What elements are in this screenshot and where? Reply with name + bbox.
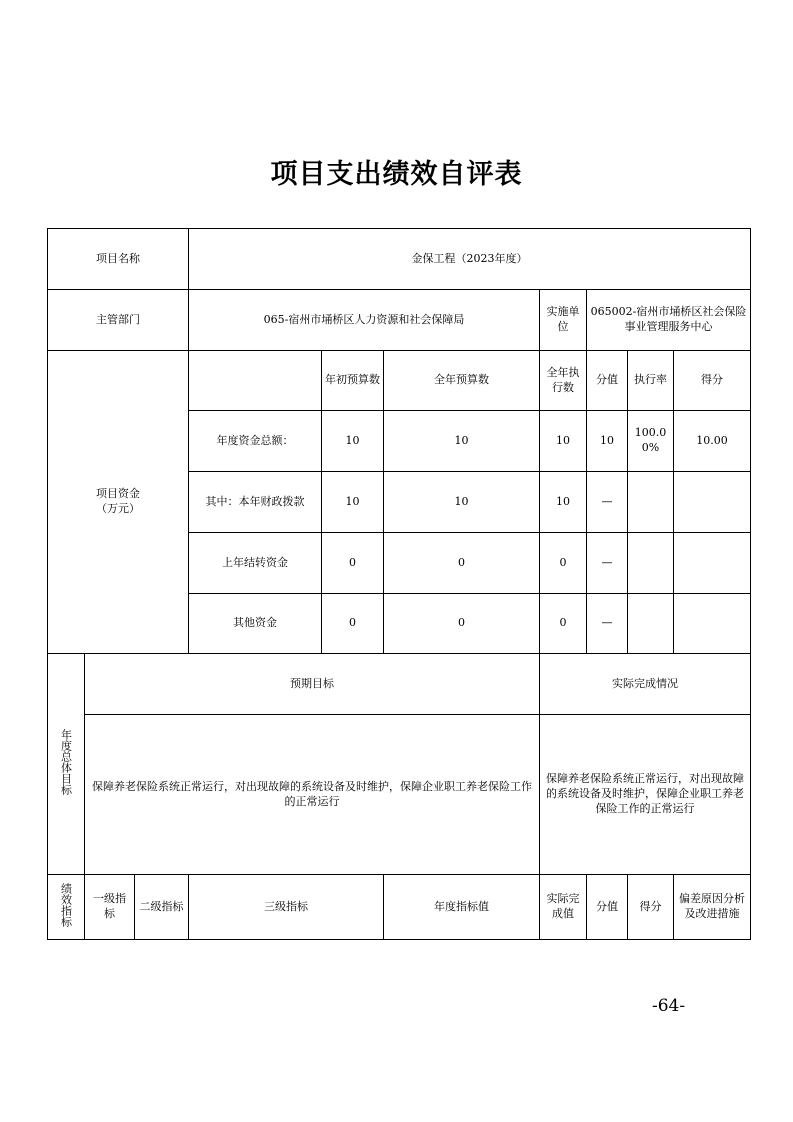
- funds-row-executed: 0: [540, 533, 587, 594]
- funds-label-text: 项目资金 （万元）: [96, 487, 140, 515]
- page-number: -64-: [652, 996, 686, 1016]
- funds-row-label: 其中：本年财政拨款: [189, 472, 322, 533]
- funds-row-value: —: [587, 533, 628, 594]
- project-label: 项目名称: [48, 229, 189, 290]
- funds-row-annual: 10: [384, 472, 540, 533]
- funds-row-annual: 10: [384, 411, 540, 472]
- actual-goal-text: 保障养老保险系统正常运行，对出现故障的系统设备及时维护，保障企业职工养老保险工作的正常运行: [540, 715, 751, 875]
- funds-row-value: —: [587, 594, 628, 654]
- header-annual-budget: 全年预算数: [384, 351, 540, 411]
- annual-target-header: 年度指标值: [384, 875, 540, 940]
- funds-row-rate: [628, 594, 674, 654]
- funds-row-annual: 0: [384, 533, 540, 594]
- funds-row-executed: 10: [540, 472, 587, 533]
- department-label: 主管部门: [48, 290, 189, 351]
- funds-row-rate: [628, 533, 674, 594]
- indicators-header-row: [48, 875, 751, 940]
- header-score: 得分: [674, 351, 751, 411]
- indicators-label: [48, 875, 85, 940]
- funds-row-score: 10.00: [674, 411, 751, 472]
- funds-row-value: 10: [587, 411, 628, 472]
- expected-goal-header: 预期目标: [85, 654, 540, 715]
- overall-goal-label-text: 年度总体目标: [59, 728, 73, 795]
- project-row: [48, 229, 751, 290]
- header-annual-execution: 全年执行数: [540, 351, 587, 411]
- funds-row-executed: 10: [540, 411, 587, 472]
- overall-goal-label: [48, 654, 85, 875]
- funds-row-initial: 0: [322, 533, 384, 594]
- funds-row-rate: [628, 472, 674, 533]
- project-value: 金保工程（2023年度）: [189, 229, 751, 290]
- indicators-label-text: 绩效指标: [59, 882, 73, 927]
- page-title: 项目支出绩效自评表: [270, 159, 523, 190]
- unit-value: 065002-宿州市埇桥区社会保险事业管理服务中心: [587, 290, 751, 351]
- self-evaluation-table: [47, 228, 751, 940]
- funds-row-annual: 0: [384, 594, 540, 654]
- unit-label: 实施单位: [540, 290, 587, 351]
- expected-goal-text: 保障养老保险系统正常运行，对出现故障的系统设备及时维护，保障企业职工养老保险工作的正常运行: [85, 715, 540, 875]
- header-initial-budget: 年初预算数: [322, 351, 384, 411]
- funds-row-label: 上年结转资金: [189, 533, 322, 594]
- funds-row-score: [674, 594, 751, 654]
- funds-label: [48, 351, 189, 654]
- header-execution-rate: 执行率: [628, 351, 674, 411]
- header-score-value: 分值: [587, 351, 628, 411]
- goal-header-row: [48, 654, 751, 715]
- actual-value-header: 实际完成值: [540, 875, 587, 940]
- funds-row-score: [674, 472, 751, 533]
- funds-row-value: —: [587, 472, 628, 533]
- funds-row-initial: 10: [322, 472, 384, 533]
- indicator-score-header: 得分: [628, 875, 674, 940]
- level1-header: 一级指标: [85, 875, 135, 940]
- funds-row-executed: 0: [540, 594, 587, 654]
- level2-header: 二级指标: [135, 875, 189, 940]
- funds-row-label: 年度资金总额：: [189, 411, 322, 472]
- department-row: [48, 290, 751, 351]
- funds-row-score: [674, 533, 751, 594]
- funds-row-initial: 10: [322, 411, 384, 472]
- deviation-header: 偏差原因分析及改进措施: [674, 875, 751, 940]
- funds-row-label: 其他资金: [189, 594, 322, 654]
- level3-header: 三级指标: [189, 875, 384, 940]
- funds-header-row: [48, 351, 751, 411]
- department-value: 065-宿州市埇桥区人力资源和社会保障局: [189, 290, 540, 351]
- actual-goal-header: 实际完成情况: [540, 654, 751, 715]
- funds-header-blank: [189, 351, 322, 411]
- goal-content-row: [48, 715, 751, 875]
- funds-row-rate: 100.00%: [628, 411, 674, 472]
- funds-row-initial: 0: [322, 594, 384, 654]
- indicator-score-value-header: 分值: [587, 875, 628, 940]
